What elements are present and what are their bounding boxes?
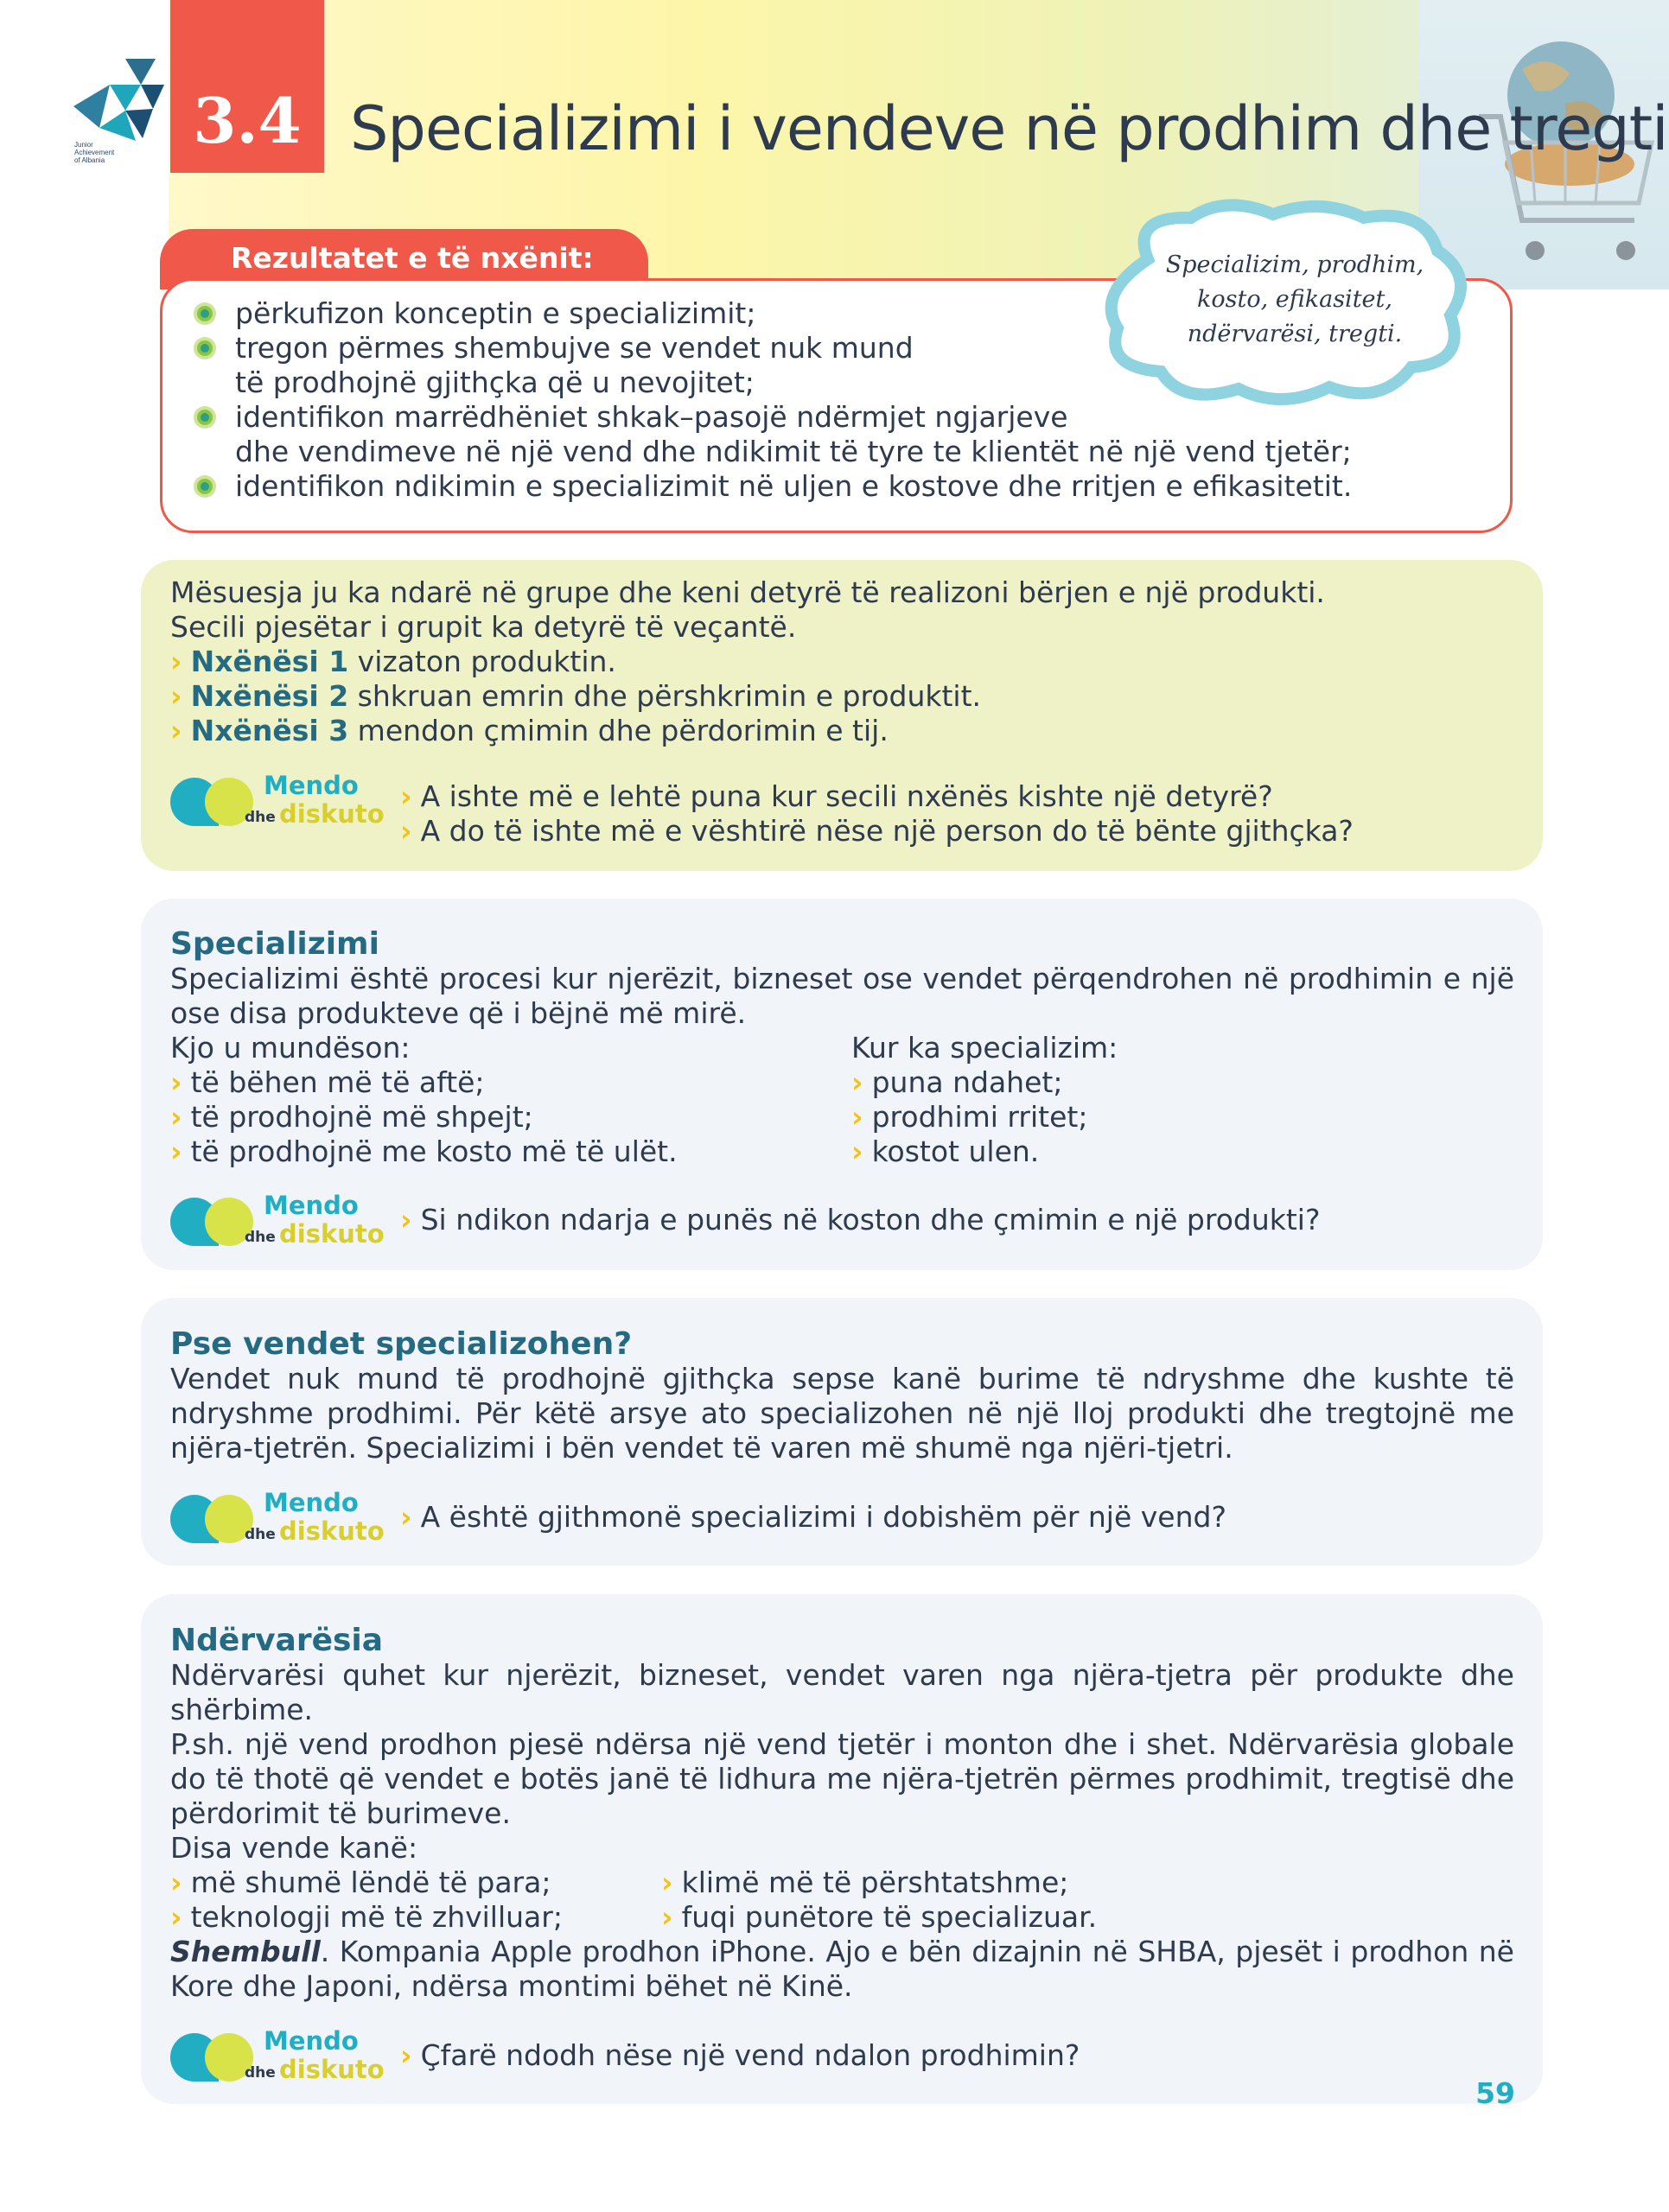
discussion-question: › Çfarë ndodh nëse një vend ndalon prodhimin? xyxy=(400,2038,1080,2072)
chevron-icon: › xyxy=(170,645,182,678)
bullet-icon xyxy=(197,479,213,494)
chevron-icon: › xyxy=(170,1065,182,1099)
mendo-diskuto-icon: Mendo dhe diskuto xyxy=(170,1191,386,1251)
outcome-item: identifikon ndikimin e specializimit në uljen e kostove dhe rritjen e efikasitetit. xyxy=(192,469,1488,504)
mendo-diskuto-icon: Mendo dhe diskuto xyxy=(170,771,386,831)
keywords: Specializim, prodhim, kosto, efikasitet, ndërvarësi, tregti. xyxy=(1165,251,1424,347)
bullet-icon xyxy=(197,410,213,425)
chevron-icon: › xyxy=(400,1500,412,1534)
outcome-item: identifikon marrëdhëniet shkak–pasojë ndërmjet ngjarjeve dhe vendimeve në një vend dhe ndikimit të tyre te klientët në një vend tjetër; xyxy=(192,400,1488,469)
student-line: › Nxënësi 1 vizaton produktin. xyxy=(170,645,616,678)
outcome-item: tregon përmes shembujve se vendet nuk mund të prodhojnë gjithçka që u nevojitet; xyxy=(192,331,1488,400)
discussion-question: › Si ndikon ndarja e punës në koston dhe çmimin e një produkti? xyxy=(400,1203,1321,1236)
section-heading: Specializimi xyxy=(170,926,379,962)
chevron-icon: › xyxy=(851,1135,863,1168)
chevron-icon: › xyxy=(400,779,412,813)
chevron-icon: › xyxy=(661,1900,673,1934)
section-text: Specializimi është procesi kur njerëzit, bizneset ose vendet përqendrohen në prodhimin e një ose disa produkteve që i bëjnë më mirë. xyxy=(170,962,1514,1030)
page-title: Specializimi i vendeve në prodhim dhe tregti xyxy=(350,93,1668,164)
chevron-icon: › xyxy=(400,814,412,848)
resources-list-2: › klimë më të përshtatshme; › fuqi punëtore të specializuar. xyxy=(661,1866,1098,1934)
section-text: Ndërvarësi quhet kur njerëzit, bizneset, vendet varen nga njëra-tjetra për produkte dhe shërbime. P.sh. një vend prodhon pjesë ndërsa një vend tjetër i monton dhe i shet. Ndërvarësia globale do të thotë që vendet e botës janë të lidhura me njëra-tjetrën përmes prodhimit, tregtisë dhe përdorimit të burimeve. Disa vende kanë: xyxy=(170,1658,1514,1865)
chevron-icon: › xyxy=(170,679,182,713)
bullet-icon xyxy=(197,306,213,321)
mendo-diskuto-icon: Mendo dhe diskuto xyxy=(170,2026,386,2087)
section-text: Vendet nuk mund të prodhojnë gjithçka sepse kanë burime të ndryshme dhe kushte të ndryshme prodhimi. Për këtë arsye ato specializohen në një lloj produkti dhe tregtojnë me njëra-tjetrën. Specializimi i bën vendet të varen më shumë nga njëri-tjetri. xyxy=(170,1362,1514,1465)
chevron-icon: › xyxy=(170,1866,182,1899)
mendo-diskuto-icon: Mendo dhe diskuto xyxy=(170,1488,386,1548)
resources-list: › më shumë lëndë të para; › teknologji më të zhvilluar; xyxy=(170,1866,563,1934)
section-heading: Pse vendet specializohen? xyxy=(170,1326,633,1362)
lesson-number-badge xyxy=(170,0,324,173)
chevron-icon: › xyxy=(170,1900,182,1934)
chevron-icon: › xyxy=(400,2038,412,2072)
student-line: › Nxënësi 2 shkruan emrin dhe përshkrimin e produktit. xyxy=(170,679,982,713)
chevron-icon: › xyxy=(661,1866,673,1899)
lesson-number: 3.4 xyxy=(193,84,302,157)
chevron-icon: › xyxy=(170,1100,182,1134)
chevron-icon: › xyxy=(170,1135,182,1168)
chevron-icon: › xyxy=(400,1203,412,1236)
intro-text: Mësuesja ju ka ndarë në grupe dhe keni detyrë të realizoni bërjen e një produkti. Secili pjesëtar i grupit ka detyrë të veçantë. › Nxënësi 1 vizaton produktin. › Nxënësi 2 shkruan emrin dhe përshkrimin e produktit. › Nxënësi 3 mendon çmimin dhe përdorimin e tij. xyxy=(170,575,1514,748)
student-line: › Nxënësi 3 mendon çmimin dhe përdorimin e tij. xyxy=(170,714,889,747)
logo-text: Junior Achievement of Albania xyxy=(74,141,115,164)
discussion-question: › A është gjithmonë specializimi i dobishëm për një vend? xyxy=(400,1500,1226,1534)
section-heading: Ndërvarësia xyxy=(170,1623,384,1658)
effects-list: Kur ka specializim: › puna ndahet; › prodhimi rritet; › kostot ulen. xyxy=(851,1031,1118,1168)
chevron-icon: › xyxy=(851,1100,863,1134)
outcome-item: përkufizon konceptin e specializimit; xyxy=(192,296,1488,331)
discussion-questions: › A ishte më e lehtë puna kur secili nxënës kishte një detyrë? › A do të ishte më e vështirë nëse një person do të bënte gjithçka? xyxy=(400,779,1354,848)
page-number: 59 xyxy=(1475,2076,1515,2110)
chevron-icon: › xyxy=(851,1065,863,1099)
outcomes-title: Rezultatet e të nxënit: xyxy=(231,241,594,275)
chevron-icon: › xyxy=(170,714,182,747)
example-text: Shembull. Kompania Apple prodhon iPhone. Ajo e bën dizajnin në SHBA, pjesët i prodhon në Kore dhe Japoni, ndërsa montimi bëhet në Kinë. xyxy=(170,1935,1514,2003)
benefits-list: Kjo u mundëson: › të bëhen më të aftë; › të prodhojnë më shpejt; › të prodhojnë me kosto më të ulët. xyxy=(170,1031,678,1168)
bullet-icon xyxy=(197,340,213,356)
